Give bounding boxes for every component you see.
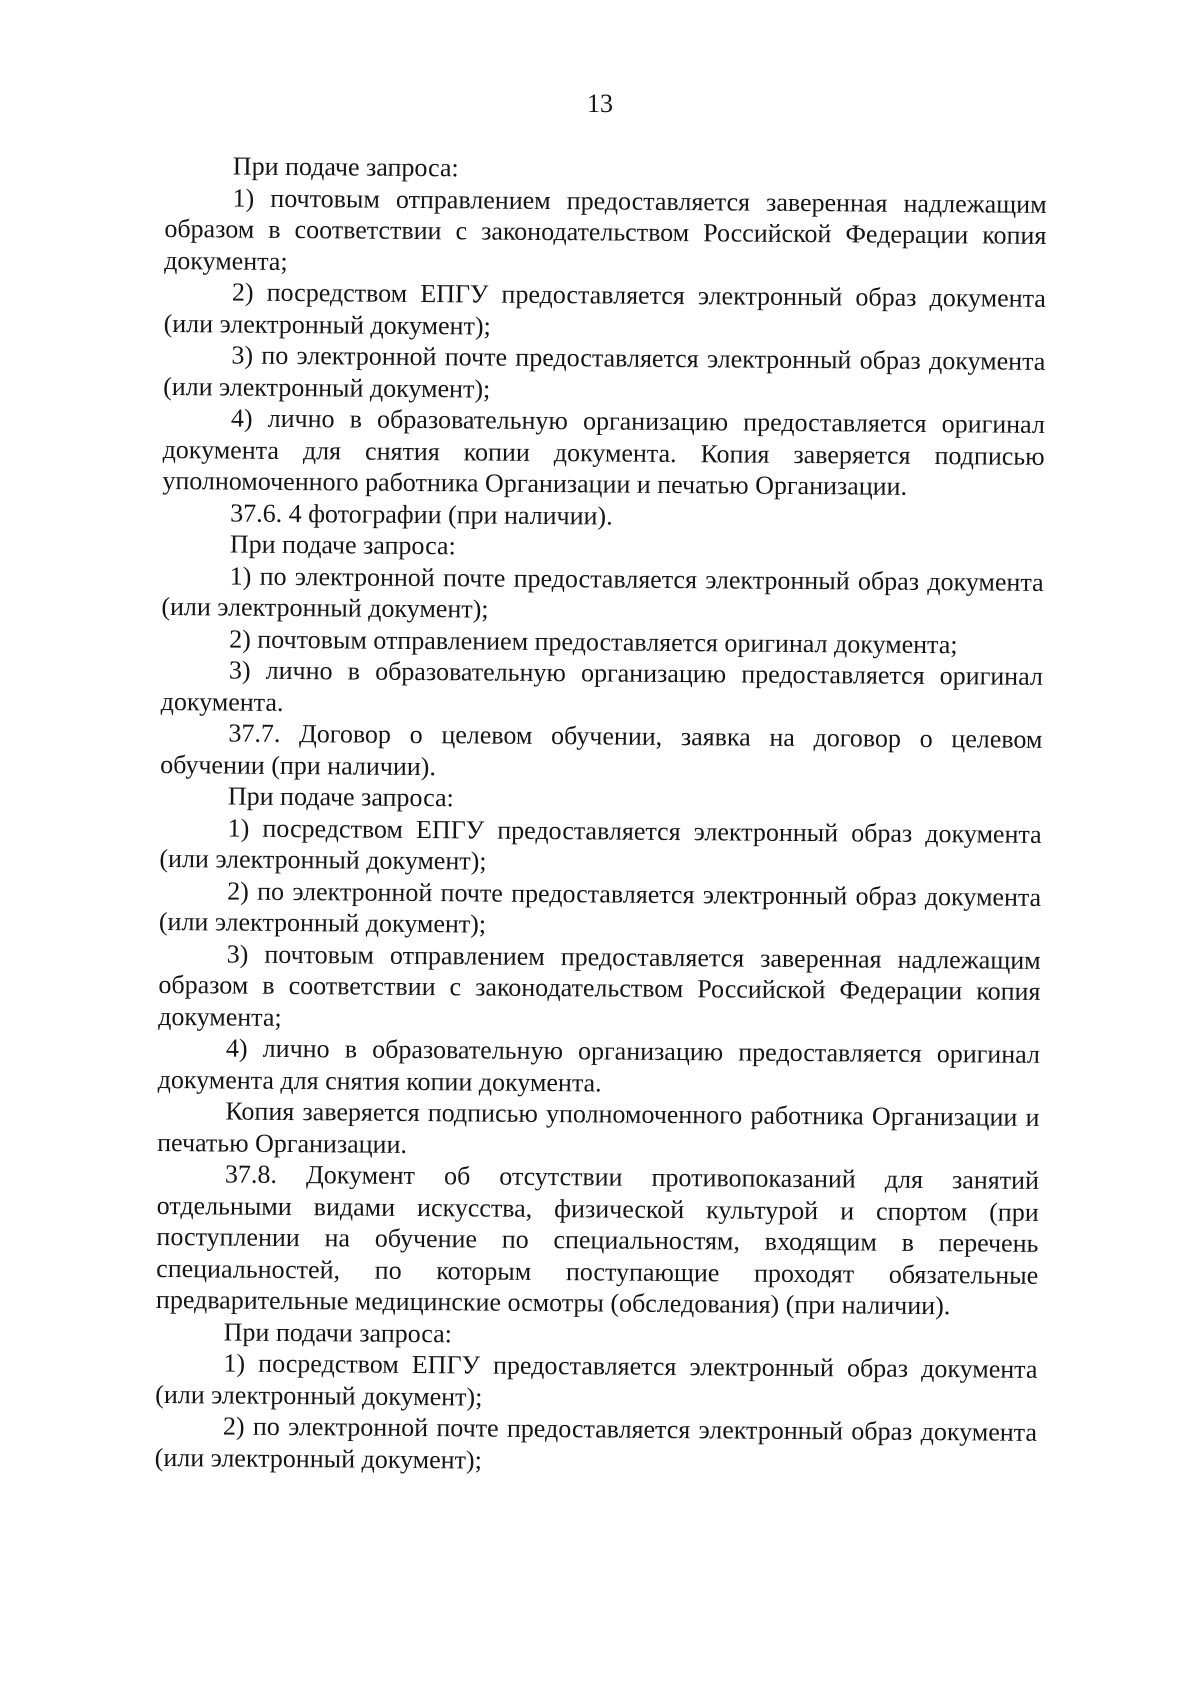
section-heading: 37.8. Документ об отсутствии противопоказаний для занятий отдельными видами искусства, физической культурой и спортом (при поступлении на обучение по специальностям, входящим в перечень специальностей, по которым поступающие проходят обязательные предварительные медицинские осмотры (обследования) (при наличии). bbox=[155, 1159, 1040, 1321]
document-body bbox=[155, 150, 1047, 1480]
list-item: 3) почтовым отправлением предоставляется заверенная надлежащим образом в соответствии с законодательством Российской Федерации копия документа; bbox=[158, 939, 1041, 1032]
paragraph: При подаче запроса: bbox=[232, 151, 459, 183]
list-item: 4) лично в образовательную организацию предоставляется оригинал документа для снятия копии документа. Копия заверяется подписью уполномоченного работника Организации и печатью Организации. bbox=[162, 403, 1045, 501]
page-number: 13 bbox=[587, 89, 613, 118]
paragraph: При подачи запроса: bbox=[223, 1316, 453, 1348]
list-item: 4) лично в образовательную организацию предоставляется оригинал документа для снятия копии документа. bbox=[157, 1033, 1041, 1097]
section-heading: 37.6. 4 фотографии (при наличии). bbox=[230, 498, 613, 531]
list-item: 2) почтовым отправлением предоставляется оригинал документа; bbox=[229, 624, 958, 659]
list-item: 2) по электронной почте предоставляется электронный образ документа (или электронный документ); bbox=[154, 1411, 1038, 1475]
paragraph: Копия заверяется подписью уполномоченного работника Организации и печатью Организации. bbox=[157, 1096, 1040, 1159]
section-heading: 37.7. Договор о целевом обучении, заявка на договор о целевом обучении (при наличии). bbox=[160, 718, 1043, 781]
list-item: 1) по электронной почте предоставляется электронный образ документа (или электронный документ); bbox=[161, 561, 1044, 624]
list-item: 3) лично в образовательную организацию предоставляется оригинал документа. bbox=[160, 655, 1044, 717]
list-item: 1) почтовым отправлением предоставляется заверенная надлежащим образом в соответствии с законодательством Российской Федерации копия документа; bbox=[164, 183, 1047, 276]
paragraph: При подаче запроса: bbox=[227, 781, 454, 813]
list-item: 1) посредством ЕПГУ предоставляется электронный образ документа (или электронный документ); bbox=[155, 1348, 1038, 1412]
list-item: 3) по электронной почте предоставляется электронный образ документа (или электронный документ); bbox=[163, 340, 1046, 404]
list-item: 2) по электронной почте предоставляется электронный образ документа (или электронный документ); bbox=[158, 876, 1042, 939]
list-item: 2) посредством ЕПГУ предоставляется электронный образ документа (или электронный документ); bbox=[163, 277, 1046, 341]
paragraph: При подаче запроса: bbox=[229, 529, 456, 561]
list-item: 1) посредством ЕПГУ предоставляется электронный образ документа (или электронный документ); bbox=[159, 813, 1042, 876]
